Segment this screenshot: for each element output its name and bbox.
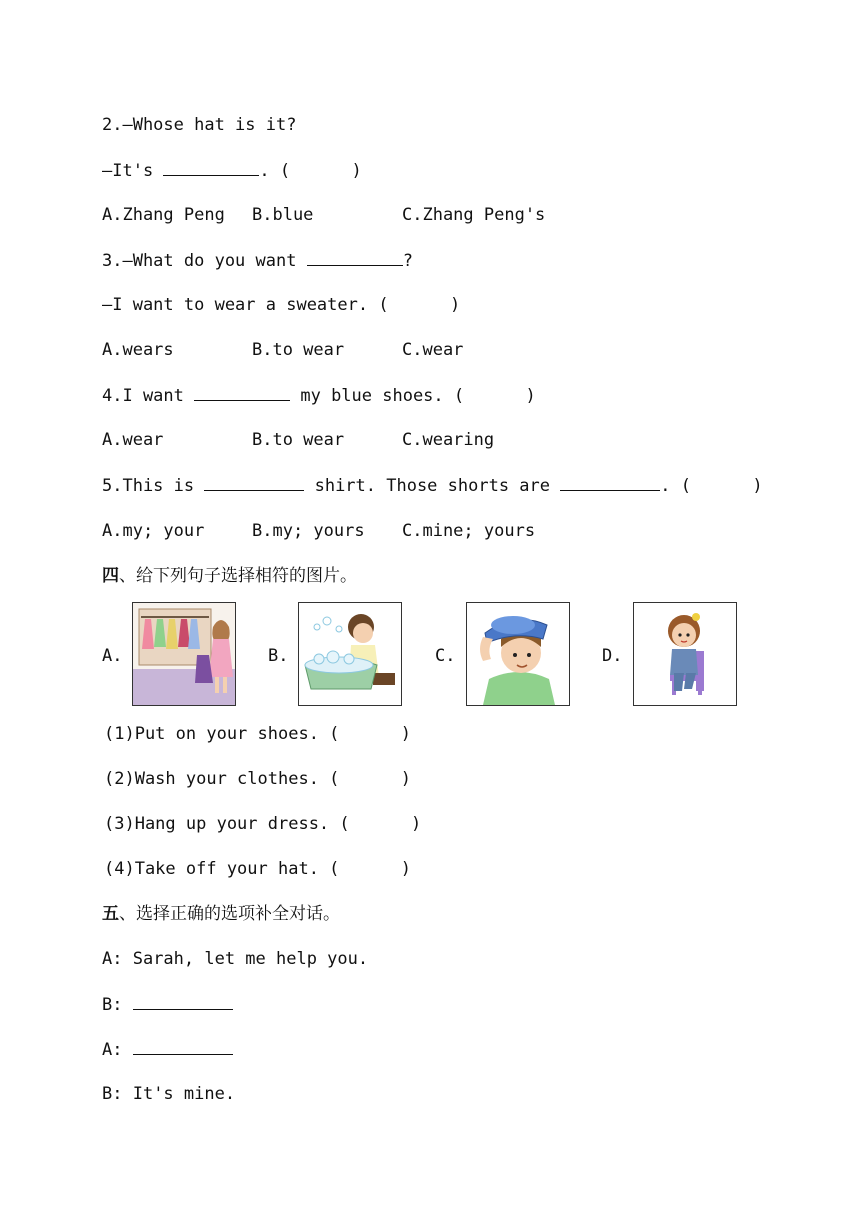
q5-option-a[interactable]: A.my; your [102, 521, 205, 541]
q5-question [102, 474, 763, 497]
dialog-line-3 [102, 1038, 233, 1061]
q4-blank[interactable] [194, 384, 290, 401]
dialog-speaker: A: [102, 1040, 133, 1060]
dialog-speaker: B: [102, 1084, 133, 1104]
section4-title: 、给下列句子选择相符的图片。 [119, 566, 357, 586]
q3-question-suffix: ? [402, 251, 413, 271]
q2-blank[interactable] [163, 159, 259, 176]
q2-option-c[interactable]: C.Zhang Peng's [402, 205, 546, 225]
picture-a-label: A. [102, 646, 123, 666]
girl-putting-on-shoes-picture[interactable] [633, 602, 737, 706]
picture-d-label: D. [602, 646, 623, 666]
q2-question: 2.—Whose hat is it? [102, 115, 297, 135]
q5-option-b[interactable]: B.my; yours [252, 521, 365, 541]
section5-number: 五 [102, 904, 119, 924]
q3-blank[interactable] [307, 249, 403, 266]
q4-option-a[interactable]: A.wear [102, 430, 164, 450]
q3-answer-line: —I want to wear a sweater. ( ) [102, 295, 461, 315]
q3-option-a[interactable]: A.wears [102, 340, 174, 360]
q5-blank-1[interactable] [204, 474, 304, 491]
picture-b-label: B. [268, 646, 289, 666]
washing-clothes-picture[interactable] [298, 602, 402, 706]
section5-title: 、选择正确的选项补全对话。 [119, 904, 340, 924]
q4-question-suffix: my blue shoes. ( ) [290, 386, 536, 406]
q4-option-c[interactable]: C.wearing [402, 430, 495, 450]
q4-question-prefix: 4.I want [102, 386, 195, 406]
q3-question [102, 249, 413, 272]
section4-number: 四 [102, 566, 119, 586]
q5-question-middle: shirt. Those shorts are [304, 476, 561, 496]
dialog-speaker: B: [102, 995, 133, 1015]
q2-answer-paren: . ( ) [259, 161, 362, 181]
boy-taking-off-hat-picture[interactable] [466, 602, 570, 706]
section4-item-3: (3)Hang up your dress. ( ) [104, 814, 422, 834]
dialog-text: Sarah, let me help you. [132, 949, 369, 969]
q2-option-a[interactable]: A.Zhang Peng [102, 205, 225, 225]
q5-blank-2[interactable] [560, 474, 660, 491]
dialog-text: It's mine. [132, 1084, 236, 1104]
dialog-speaker: A: [102, 949, 133, 969]
section4-heading [102, 565, 357, 587]
q2-answer-line [102, 159, 362, 182]
q3-option-c[interactable]: C.wear [402, 340, 464, 360]
q4-option-b[interactable]: B.to wear [252, 430, 345, 450]
section4-item-1: (1)Put on your shoes. ( ) [104, 724, 412, 744]
section4-item-2: (2)Wash your clothes. ( ) [104, 769, 412, 789]
section5-heading [102, 903, 340, 925]
clothes-shop-picture[interactable] [132, 602, 236, 706]
q5-question-suffix: . ( ) [660, 476, 763, 496]
dialog-blank-1[interactable] [133, 993, 233, 1010]
q3-question-prefix: 3.—What do you want [102, 251, 307, 271]
q4-question [102, 384, 536, 407]
dialog-line-2 [102, 993, 233, 1016]
dialog-line-1 [102, 948, 368, 970]
q2-option-b[interactable]: B.blue [252, 205, 314, 225]
q5-option-c[interactable]: C.mine; yours [402, 521, 536, 541]
dialog-line-4 [102, 1083, 235, 1105]
section4-item-4: (4)Take off your hat. ( ) [104, 859, 412, 879]
q5-question-prefix: 5.This is [102, 476, 205, 496]
q2-answer-prefix: —It's [102, 161, 164, 181]
dialog-blank-2[interactable] [133, 1038, 233, 1055]
picture-c-label: C. [435, 646, 456, 666]
q3-option-b[interactable]: B.to wear [252, 340, 345, 360]
